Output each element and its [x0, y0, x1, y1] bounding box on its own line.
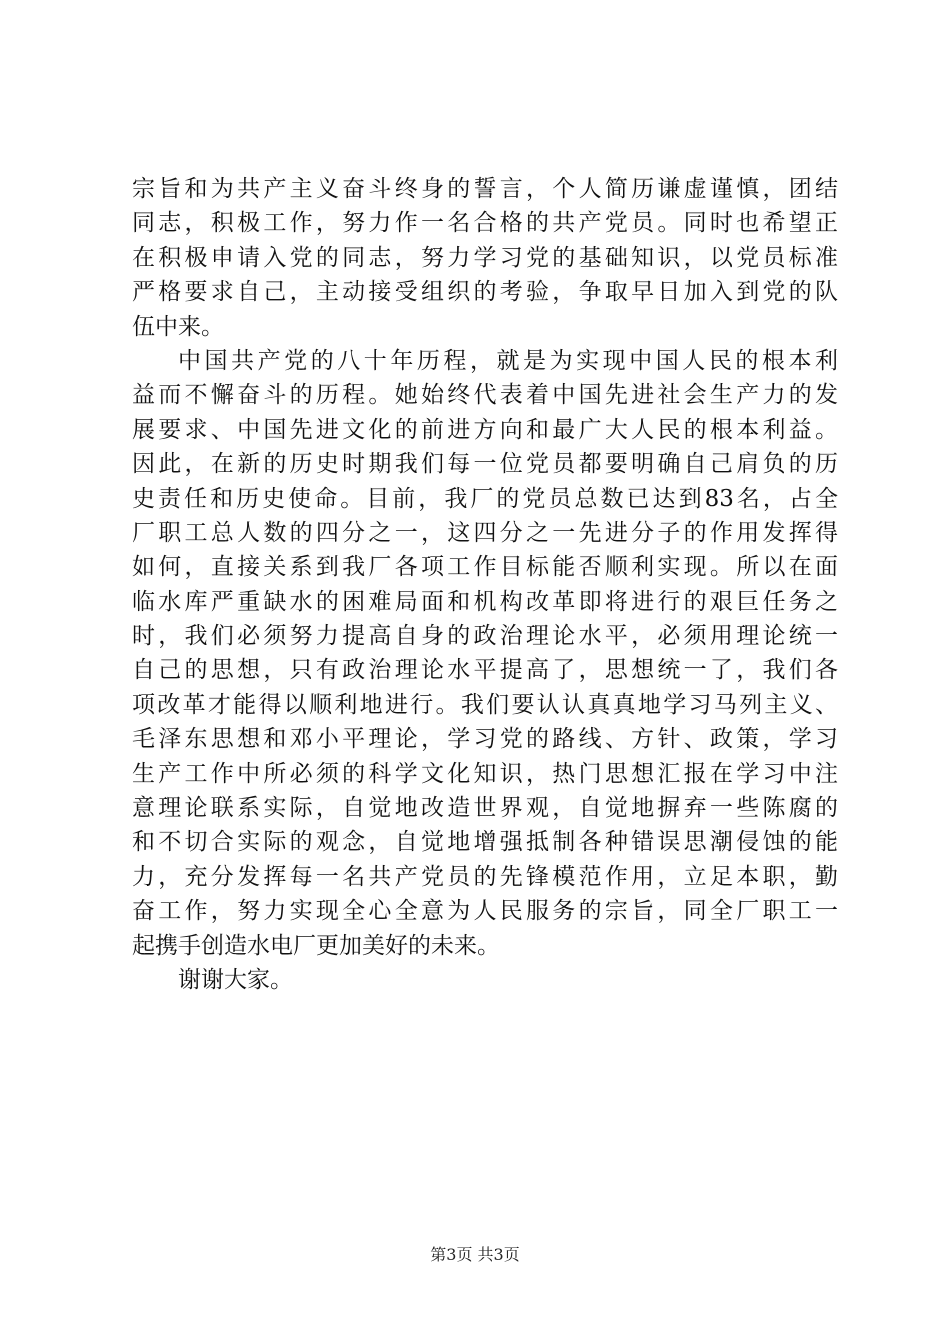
text-line: 时，我们必须努力提高自身的政治理论水平，必须用理论统一	[132, 623, 838, 650]
text-line: 中国共产党的八十年历程，就是为实现中国人民的根本利	[178, 347, 838, 374]
text-line: 厂职工总人数的四分之一，这四分之一先进分子的作用发挥得	[132, 519, 838, 546]
text-line: 伍中来。	[132, 313, 224, 340]
text-line: 在积极申请入党的同志，努力学习党的基础知识，以党员标准	[132, 244, 838, 271]
text-line: 谢谢大家。	[178, 966, 293, 993]
text-line: 生产工作中所必须的科学文化知识，热门思想汇报在学习中注	[132, 760, 838, 787]
text-line: 宗旨和为共产主义奋斗终身的誓言，个人简历谦虚谨慎，团结	[132, 176, 838, 202]
text-line: 如何，直接关系到我厂各项工作目标能否顺利实现。所以在面	[132, 554, 838, 581]
text-line: 自己的思想，只有政治理论水平提高了，思想统一了，我们各	[132, 657, 838, 684]
text-line: 项改革才能得以顺利地进行。我们要认认真真地学习马列主义、	[132, 691, 838, 718]
text-line: 毛泽东思想和邓小平理论，学习党的路线、方针、政策，学习	[132, 726, 838, 753]
document-body	[132, 172, 838, 997]
text-line: 展要求、中国先进文化的前进方向和最广大人民的根本利益。	[132, 416, 838, 443]
text-line: 力，充分发挥每一名共产党员的先锋模范作用，立足本职，勤	[132, 863, 838, 890]
text-line: 因此，在新的历史时期我们每一位党员都要明确自己肩负的历	[132, 451, 838, 478]
text-line: 意理论联系实际，自觉地改造世界观，自觉地摒弃一些陈腐的	[132, 795, 838, 822]
text-line: 起携手创造水电厂更加美好的未来。	[132, 932, 500, 959]
page-footer: 第3页 共3页	[430, 1245, 520, 1264]
text-line: 益而不懈奋斗的历程。她始终代表着中国先进社会生产力的发	[132, 382, 838, 409]
text-line: 奋工作，努力实现全心全意为人民服务的宗旨，同全厂职工一	[132, 898, 838, 925]
text-line: 和不切合实际的观念，自觉地增强抵制各种错误思潮侵蚀的能	[132, 829, 838, 856]
text-line: 史责任和历史使命。目前，我厂的党员总数已达到83名，占全	[132, 485, 838, 512]
text-line: 严格要求自己，主动接受组织的考验，争取早日加入到党的队	[132, 279, 838, 306]
text-line: 同志，积极工作，努力作一名合格的共产党员。同时也希望正	[132, 210, 838, 237]
text-line: 临水库严重缺水的困难局面和机构改革即将进行的艰巨任务之	[132, 588, 838, 615]
